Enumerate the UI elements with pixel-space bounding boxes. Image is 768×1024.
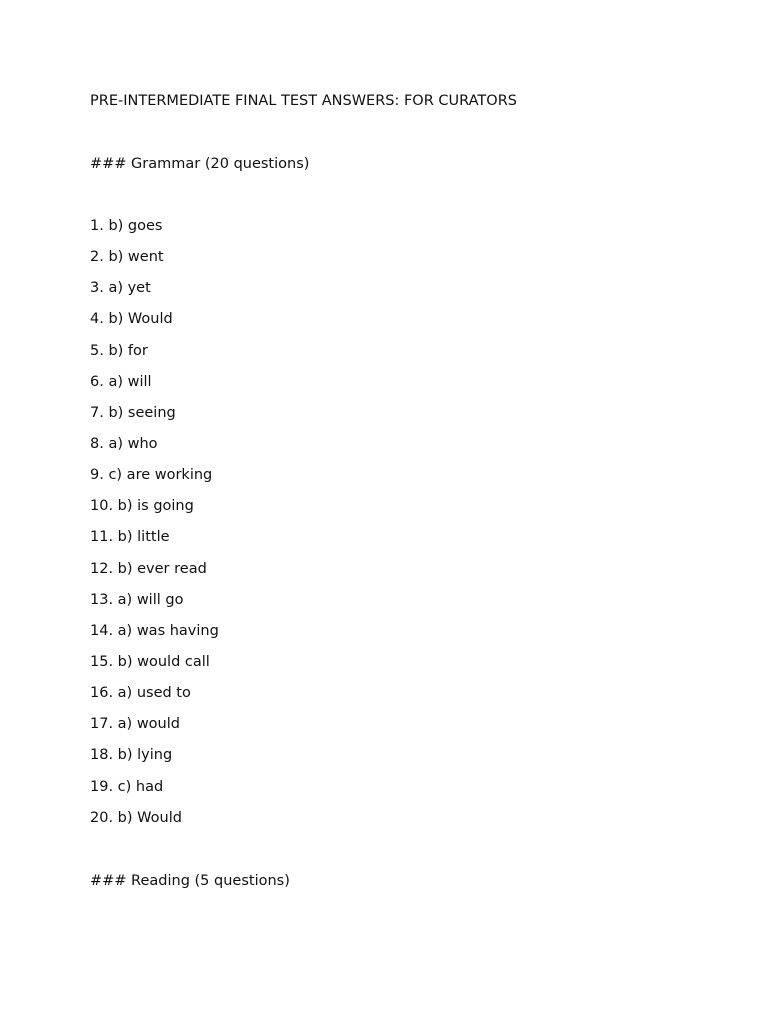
answer-item: 1. b) goes — [90, 218, 163, 234]
document-title: PRE-INTERMEDIATE FINAL TEST ANSWERS: FOR CURATORS — [90, 93, 517, 109]
answer-item: 8. a) who — [90, 435, 158, 452]
answer-item: 4. b) Would — [90, 311, 173, 328]
grammar-section-heading: ### Grammar (20 questions) — [90, 156, 310, 172]
answer-item: 12. b) ever read — [90, 560, 207, 577]
answer-item: 17. a) would — [90, 716, 180, 733]
answer-item: 7. b) seeing — [90, 404, 176, 421]
answer-item: 10. b) is going — [90, 498, 194, 515]
answer-item: 11. b) little — [90, 529, 170, 546]
document-page — [90, 92, 730, 891]
answer-item: 3. a) yet — [90, 280, 151, 297]
answer-item: 2. b) went — [90, 249, 164, 266]
answer-item: 15. b) would call — [90, 653, 210, 670]
grammar-answer-list — [90, 217, 730, 840]
answer-item: 16. a) used to — [90, 685, 191, 702]
answer-item: 18. b) lying — [90, 747, 173, 764]
answer-item: 19. c) had — [90, 778, 164, 795]
answer-item: 6. a) will — [90, 373, 152, 390]
answer-item: 13. a) will go — [90, 591, 184, 608]
answer-item: 14. a) was having — [90, 622, 219, 639]
reading-section-heading: ### Reading (5 questions) — [90, 872, 290, 889]
answer-item: 20. b) Would — [90, 809, 182, 826]
answer-item: 5. b) for — [90, 342, 148, 359]
answer-item: 9. c) are working — [90, 467, 213, 484]
